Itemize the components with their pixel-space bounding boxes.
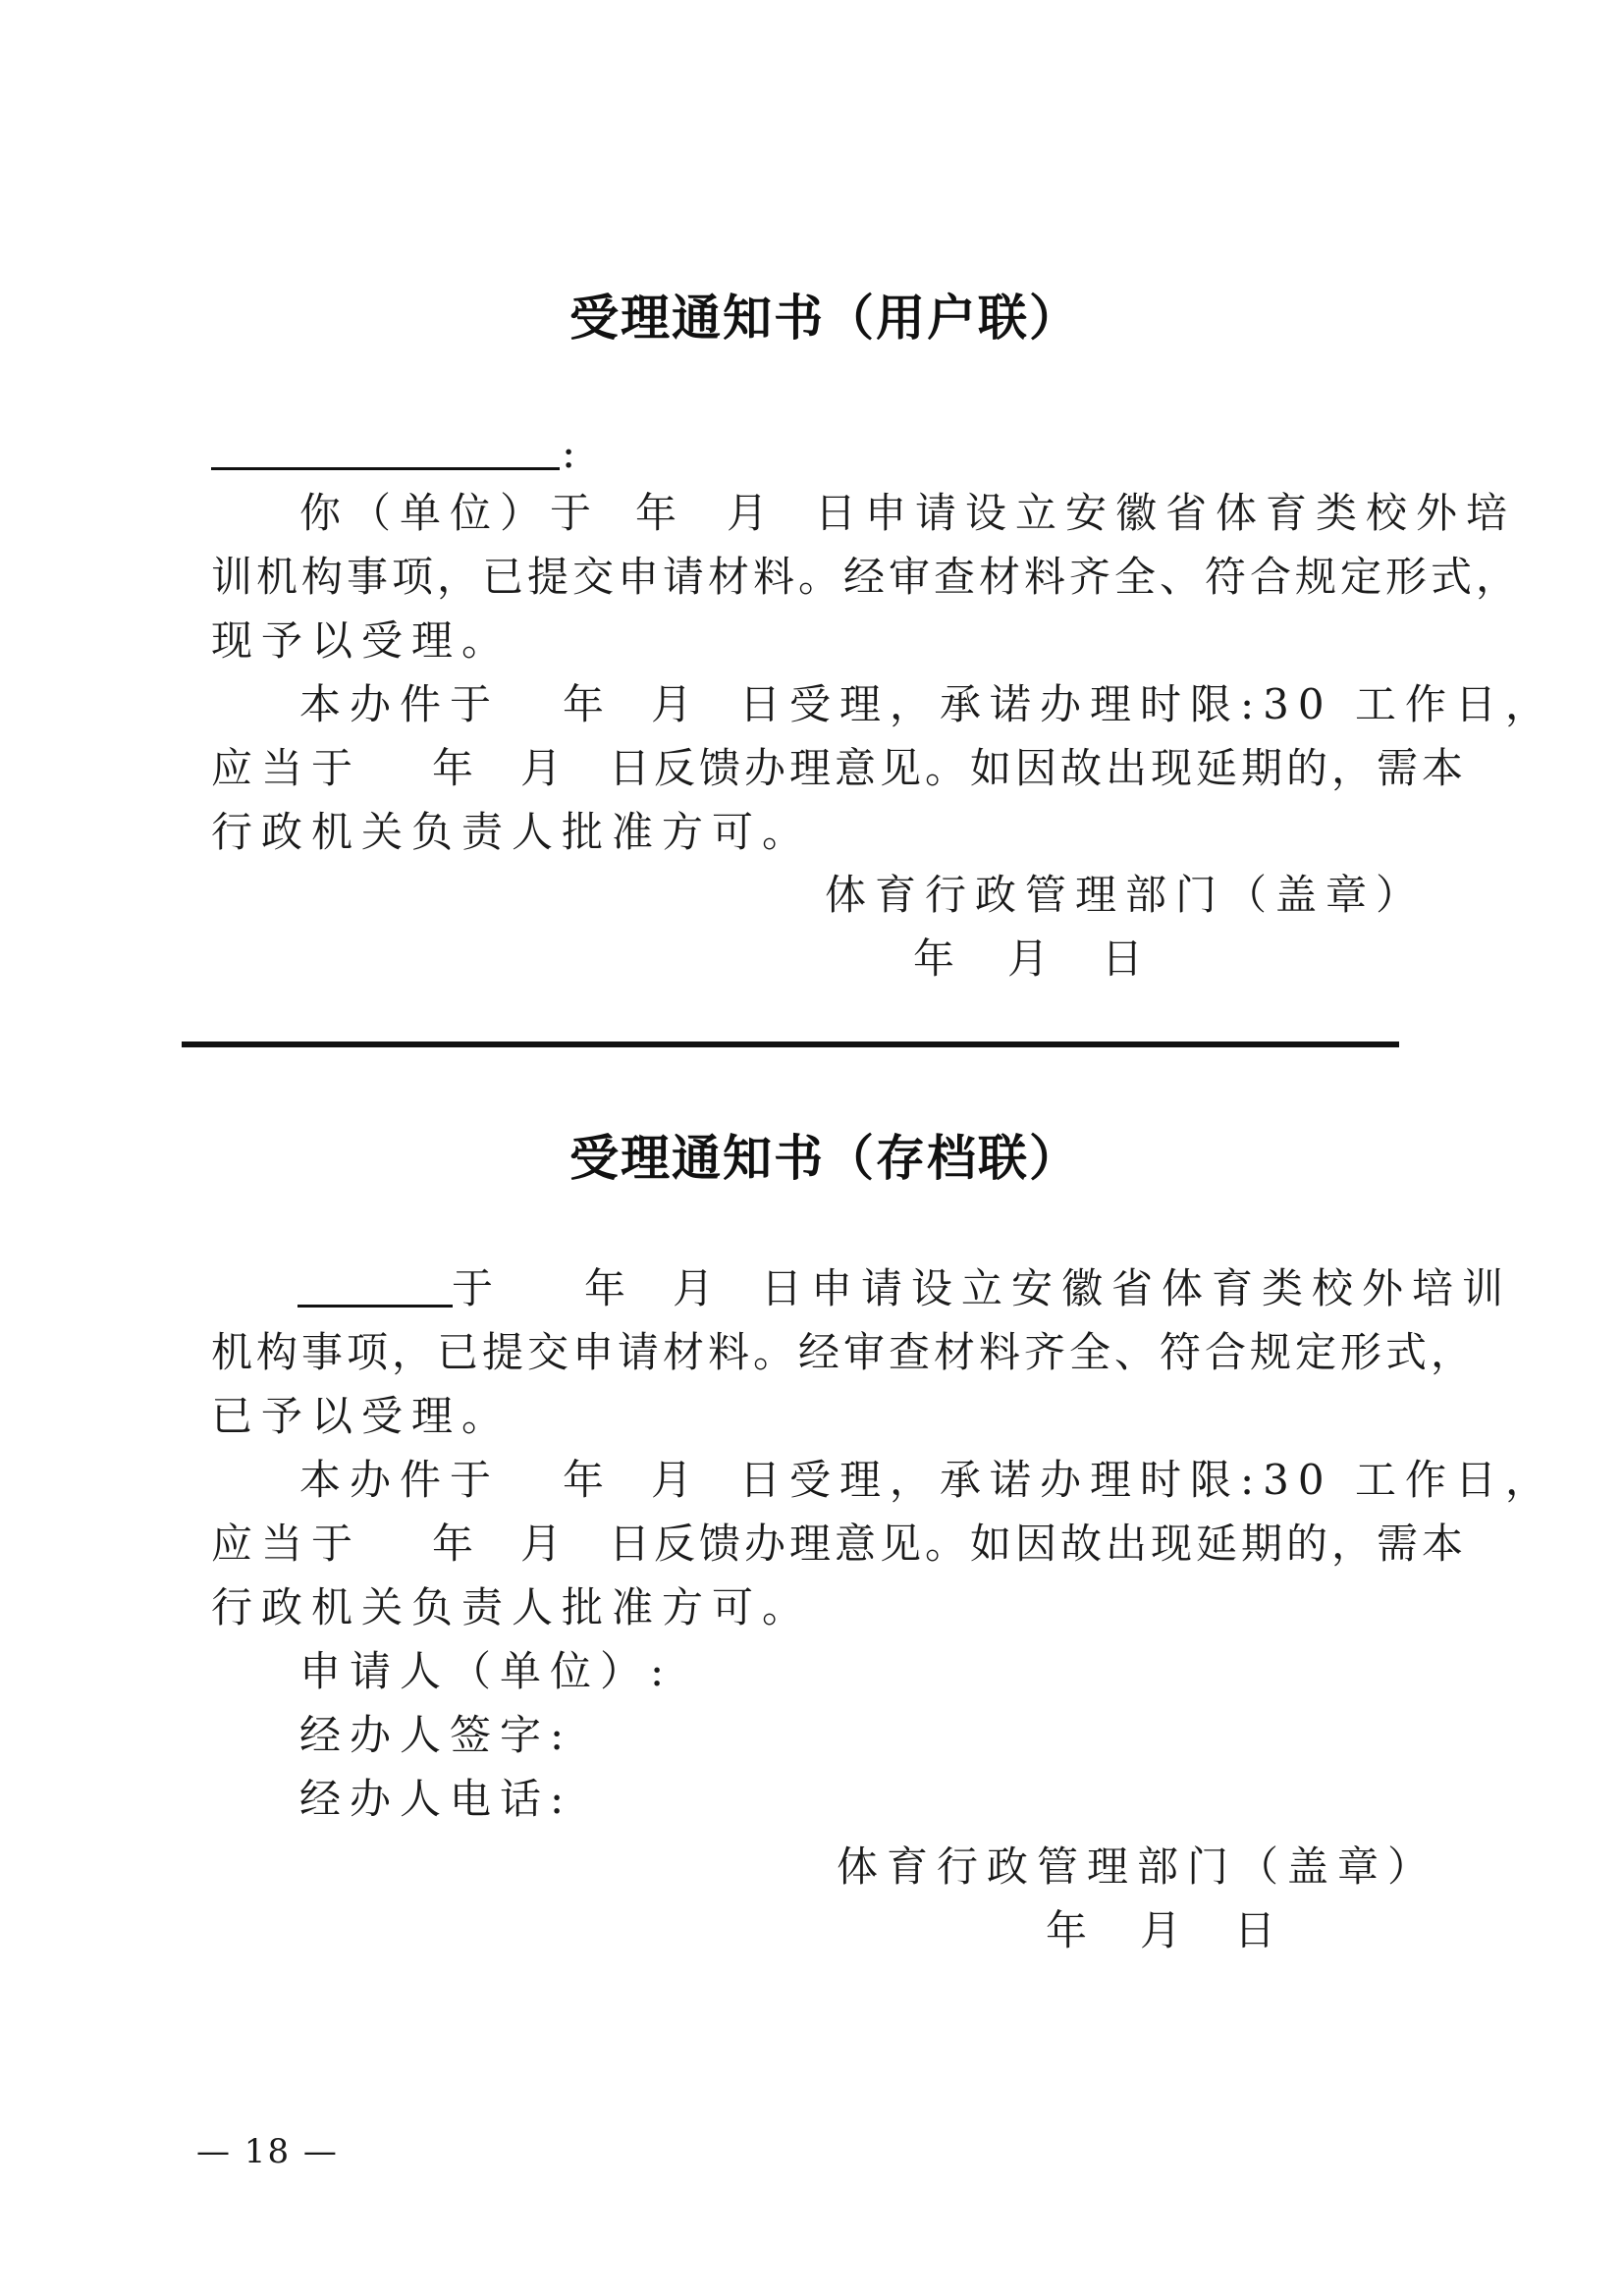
user-p2-l2-year: 年 xyxy=(432,744,483,792)
user-p2-l2-d: 日反馈办理意见。如因故出现延期的，需本 xyxy=(609,744,1468,792)
archive-date-year: 年 xyxy=(1046,1906,1097,1954)
archive-date-month: 月 xyxy=(1140,1906,1191,1954)
archive-p2-line3: 行政机关负责人批准方可。 xyxy=(211,1583,813,1631)
user-p2-l2-month: 月 xyxy=(520,744,571,792)
user-p2-l1-year: 年 xyxy=(563,680,614,728)
archive-p1-l1-d: 日申请设立安徽省体育类校外培训 xyxy=(761,1264,1513,1312)
user-date xyxy=(913,928,1152,990)
user-addressee-colon: : xyxy=(562,429,585,477)
user-date-year: 年 xyxy=(913,934,964,983)
user-p1-line3: 现予以受理。 xyxy=(211,616,513,665)
archive-p2-l1-month: 月 xyxy=(651,1456,702,1504)
archive-seal-text: 体育行政管理部门（盖章） xyxy=(837,1842,1438,1891)
archive-copy-title: 受理通知书（存档联） xyxy=(569,1130,1080,1187)
user-p2-l1-d: 日受理，承诺办理时限:30 工作日， xyxy=(739,680,1555,728)
archive-p2-l2-year: 年 xyxy=(432,1520,483,1568)
archive-applicant-label: 申请人（单位）: xyxy=(299,1647,674,1695)
user-p1-l1-year: 年 xyxy=(635,489,686,537)
user-p2-l1-a: 本办件于 xyxy=(299,680,501,728)
archive-applicant-blank xyxy=(298,1269,453,1308)
archive-p2-l1-d: 日受理，承诺办理时限:30 工作日， xyxy=(739,1456,1555,1504)
user-p1-l1-d: 日申请设立安徽省体育类校外培 xyxy=(815,489,1517,537)
user-p1-l1-month: 月 xyxy=(727,489,778,537)
archive-p1-l1-year: 年 xyxy=(584,1264,635,1312)
archive-handler-phone-label: 经办人电话: xyxy=(299,1775,573,1823)
user-addressee-blank xyxy=(211,432,560,470)
archive-date xyxy=(1046,1899,1284,1962)
archive-p2-l2-d: 日反馈办理意见。如因故出现延期的，需本 xyxy=(609,1520,1468,1568)
archive-p2-l2-month: 月 xyxy=(520,1520,571,1568)
user-p2-l1-month: 月 xyxy=(651,680,702,728)
archive-p2-l1-a: 本办件于 xyxy=(299,1456,501,1504)
archive-p1-line2: 机构事项，已提交申请材料。经审查材料齐全、符合规定形式， xyxy=(211,1328,1477,1376)
user-p2-l2-a: 应当于 xyxy=(211,744,362,792)
user-date-day: 日 xyxy=(1102,934,1153,983)
archive-p1-l1-month: 月 xyxy=(673,1264,724,1312)
page-number: — 18 — xyxy=(196,2132,339,2171)
user-p2-line3: 行政机关负责人批准方可。 xyxy=(211,808,813,856)
user-date-month: 月 xyxy=(1007,934,1058,983)
archive-p2-l2-a: 应当于 xyxy=(211,1520,362,1568)
user-copy-title: 受理通知书（用户联） xyxy=(569,290,1080,347)
archive-handler-signature-label: 经办人签字: xyxy=(299,1711,573,1759)
archive-date-day: 日 xyxy=(1234,1906,1285,1954)
user-p1-line2: 训机构事项，已提交申请材料。经审查材料齐全、符合规定形式， xyxy=(211,553,1522,601)
archive-p1-l1-a: 于 xyxy=(452,1264,503,1312)
user-p1-l1-a: 你（单位）于 xyxy=(299,489,601,537)
user-seal-text: 体育行政管理部门（盖章） xyxy=(825,871,1427,919)
section-divider xyxy=(182,1041,1399,1047)
archive-p2-l1-year: 年 xyxy=(563,1456,614,1504)
archive-p1-line3: 已予以受理。 xyxy=(211,1392,513,1440)
